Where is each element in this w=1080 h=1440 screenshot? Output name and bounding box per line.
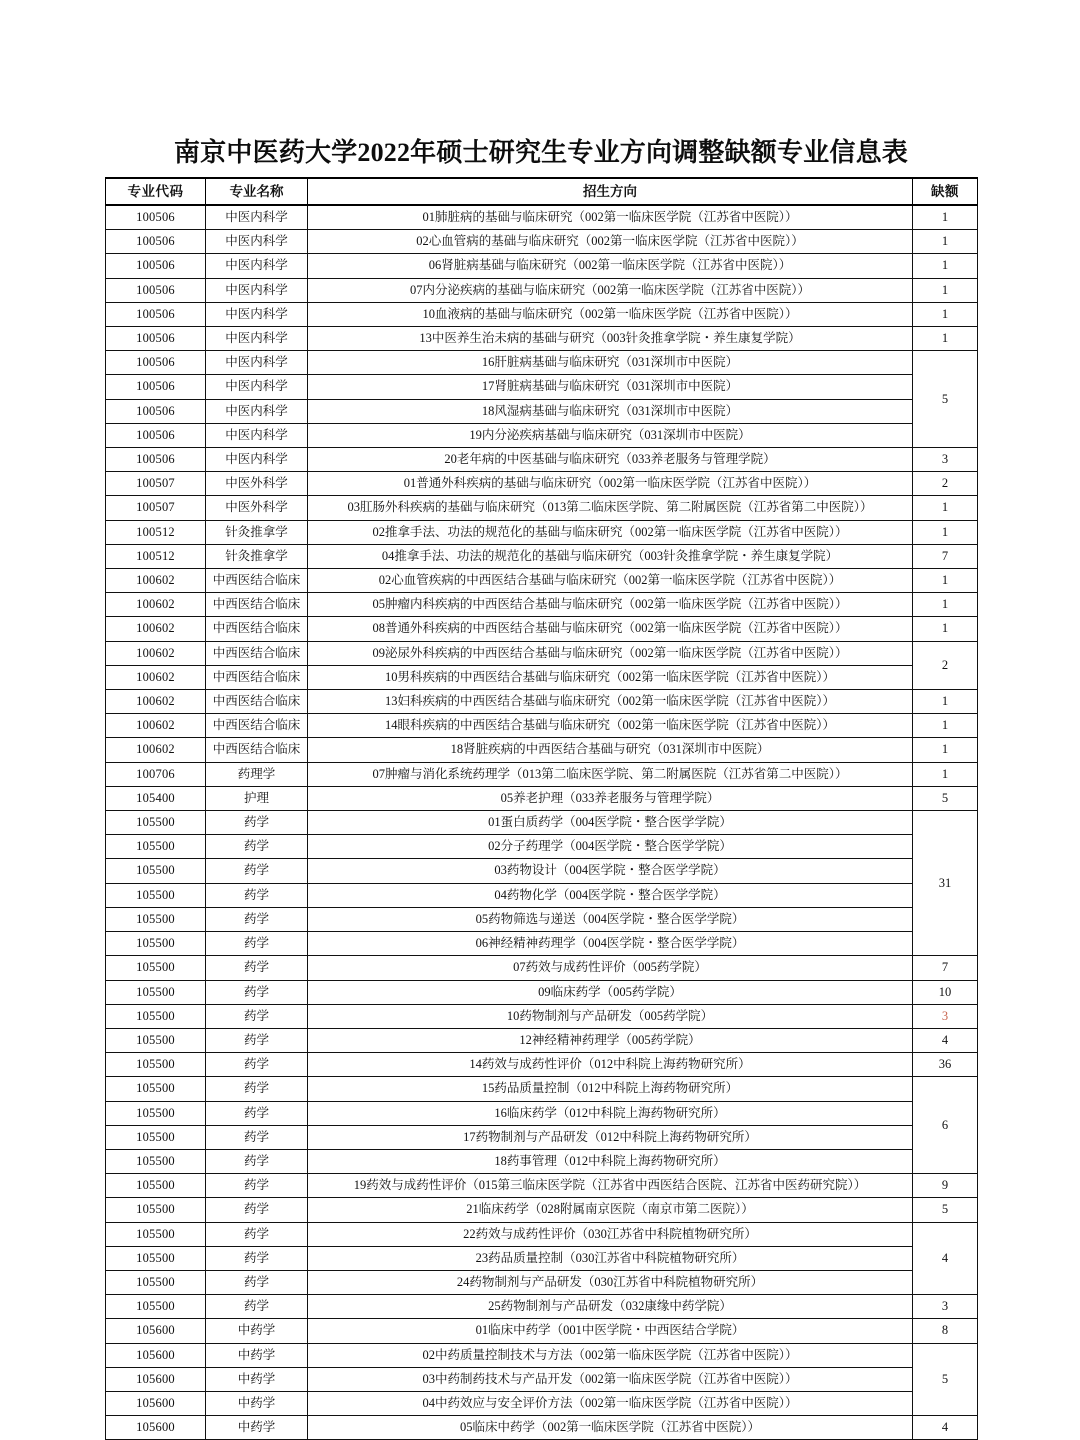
table-row [106,1295,978,1319]
cell-major-code: 100602 [106,738,206,762]
cell-major-code: 105500 [106,1295,206,1319]
cell-major-name: 中西医结合临床 [206,714,308,738]
table-row [106,1222,978,1246]
cell-major-name: 药学 [206,1295,308,1319]
cell-major-code: 100602 [106,617,206,641]
cell-quota: 3 [913,448,978,472]
cell-admission-direction: 05临床中药学（002第一临床医学院（江苏省中医院）） [308,1416,913,1440]
cell-quota: 1 [913,762,978,786]
cell-major-name: 药学 [206,1270,308,1294]
cell-major-code: 100602 [106,569,206,593]
cell-major-name: 中药学 [206,1391,308,1415]
cell-major-code: 105500 [106,835,206,859]
cell-major-code: 100602 [106,690,206,714]
table-row [106,375,978,399]
cell-quota: 1 [913,302,978,326]
table-row [106,496,978,520]
cell-admission-direction: 18药事管理（012中科院上海药物研究所） [308,1149,913,1173]
cell-admission-direction: 18风湿病基础与临床研究（031深圳市中医院） [308,399,913,423]
cell-major-code: 105500 [106,1149,206,1173]
cell-major-name: 中西医结合临床 [206,665,308,689]
cell-quota: 10 [913,980,978,1004]
cell-major-name: 药理学 [206,762,308,786]
cell-quota: 1 [913,278,978,302]
table-row [106,738,978,762]
cell-admission-direction: 09泌尿外科疾病的中西医结合基础与临床研究（002第一临床医学院（江苏省中医院）） [308,641,913,665]
cell-admission-direction: 05肿瘤内科疾病的中西医结合基础与临床研究（002第一临床医学院（江苏省中医院）） [308,593,913,617]
cell-admission-direction: 19药效与成药性评价（015第三临床医学院（江苏省中西医结合医院、江苏省中医药研究院）） [308,1174,913,1198]
table-row [106,617,978,641]
cell-major-code: 105600 [106,1367,206,1391]
cell-major-name: 中医外科学 [206,472,308,496]
cell-major-code: 100602 [106,714,206,738]
table-row [106,1343,978,1367]
table-row [106,714,978,738]
table-row [106,665,978,689]
cell-admission-direction: 07药效与成药性评价（005药学院） [308,956,913,980]
cell-quota: 1 [913,254,978,278]
table-row [106,786,978,810]
cell-major-name: 中医内科学 [206,254,308,278]
cell-major-code: 105500 [106,980,206,1004]
cell-major-code: 100506 [106,302,206,326]
cell-major-code: 105500 [106,1004,206,1028]
cell-major-name: 药学 [206,1077,308,1101]
cell-quota: 7 [913,956,978,980]
cell-major-name: 中医内科学 [206,423,308,447]
cell-major-code: 100506 [106,278,206,302]
table-row [106,1198,978,1222]
cell-major-name: 药学 [206,883,308,907]
cell-major-code: 100602 [106,665,206,689]
column-header-major-name: 专业名称 [206,178,308,205]
table-row [106,1319,978,1343]
cell-major-name: 药学 [206,811,308,835]
cell-major-name: 中医内科学 [206,205,308,230]
cell-major-name: 中药学 [206,1367,308,1391]
table-row [106,205,978,230]
cell-admission-direction: 04药物化学（004医学院・整合医学学院） [308,883,913,907]
table-row [106,1101,978,1125]
cell-admission-direction: 02心血管病的基础与临床研究（002第一临床医学院（江苏省中医院）） [308,230,913,254]
cell-major-code: 100602 [106,641,206,665]
table-row [106,1125,978,1149]
cell-major-code: 105500 [106,1198,206,1222]
cell-admission-direction: 01普通外科疾病的基础与临床研究（002第一临床医学院（江苏省中医院）） [308,472,913,496]
cell-admission-direction: 09临床药学（005药学院） [308,980,913,1004]
table-row [106,351,978,375]
table-row [106,1053,978,1077]
cell-major-code: 105500 [106,1028,206,1052]
cell-major-name: 中医外科学 [206,496,308,520]
table-row [106,230,978,254]
cell-major-code: 100506 [106,448,206,472]
cell-admission-direction: 02分子药理学（004医学院・整合医学学院） [308,835,913,859]
cell-admission-direction: 24药物制剂与产品研发（030江苏省中科院植物研究所） [308,1270,913,1294]
cell-quota: 3 [913,1295,978,1319]
cell-quota: 2 [913,472,978,496]
cell-major-name: 药学 [206,932,308,956]
cell-admission-direction: 17药物制剂与产品研发（012中科院上海药物研究所） [308,1125,913,1149]
table-row [106,472,978,496]
table-row [106,1246,978,1270]
cell-major-code: 100506 [106,327,206,351]
cell-major-name: 药学 [206,980,308,1004]
cell-quota: 1 [913,327,978,351]
cell-quota: 2 [913,641,978,689]
cell-admission-direction: 03药物设计（004医学院・整合医学学院） [308,859,913,883]
column-header-quota: 缺额 [913,178,978,205]
table-row [106,254,978,278]
table-row [106,593,978,617]
table-row [106,327,978,351]
table-row [106,569,978,593]
cell-quota: 9 [913,1174,978,1198]
cell-admission-direction: 10血液病的基础与临床研究（002第一临床医学院（江苏省中医院）） [308,302,913,326]
cell-major-code: 100506 [106,205,206,230]
cell-admission-direction: 25药物制剂与产品研发（032康缘中药学院） [308,1295,913,1319]
cell-major-name: 中医内科学 [206,278,308,302]
cell-major-code: 105400 [106,786,206,810]
table-row [106,520,978,544]
cell-major-code: 105500 [106,1174,206,1198]
cell-major-code: 105500 [106,1125,206,1149]
cell-admission-direction: 08普通外科疾病的中西医结合基础与临床研究（002第一临床医学院（江苏省中医院）） [308,617,913,641]
cell-major-code: 100506 [106,351,206,375]
table-body [106,205,978,1440]
cell-major-name: 药学 [206,1004,308,1028]
cell-admission-direction: 20老年病的中医基础与临床研究（033养老服务与管理学院） [308,448,913,472]
table-row [106,1149,978,1173]
cell-major-name: 中医内科学 [206,375,308,399]
cell-admission-direction: 22药效与成药性评价（030江苏省中科院植物研究所） [308,1222,913,1246]
table-row [106,1174,978,1198]
cell-admission-direction: 07肿瘤与消化系统药理学（013第二临床医学院、第二附属医院（江苏省第二中医院）） [308,762,913,786]
cell-quota: 36 [913,1053,978,1077]
cell-quota: 4 [913,1416,978,1440]
cell-major-name: 中医内科学 [206,327,308,351]
cell-admission-direction: 16肝脏病基础与临床研究（031深圳市中医院） [308,351,913,375]
cell-quota: 4 [913,1222,978,1295]
cell-major-name: 针灸推拿学 [206,544,308,568]
cell-admission-direction: 04推拿手法、功法的规范化的基础与临床研究（003针灸推拿学院・养生康复学院） [308,544,913,568]
header-row [106,178,978,205]
cell-major-name: 药学 [206,907,308,931]
cell-major-code: 105500 [106,1246,206,1270]
cell-major-code: 100512 [106,520,206,544]
cell-major-name: 护理 [206,786,308,810]
cell-quota: 5 [913,786,978,810]
table-row [106,1004,978,1028]
cell-quota: 5 [913,1198,978,1222]
cell-admission-direction: 07内分泌疾病的基础与临床研究（002第一临床医学院（江苏省中医院）） [308,278,913,302]
cell-major-code: 105600 [106,1343,206,1367]
cell-quota: 4 [913,1028,978,1052]
table-row [106,399,978,423]
page-title: 南京中医药大学2022年硕士研究生专业方向调整缺额专业信息表 [173,138,908,167]
cell-admission-direction: 02推拿手法、功法的规范化的基础与临床研究（002第一临床医学院（江苏省中医院）） [308,520,913,544]
cell-major-code: 100506 [106,254,206,278]
cell-major-code: 105500 [106,1077,206,1101]
cell-major-name: 中医内科学 [206,351,308,375]
cell-admission-direction: 21临床药学（028附属南京医院（南京市第二医院）） [308,1198,913,1222]
cell-major-name: 药学 [206,1101,308,1125]
cell-major-code: 100507 [106,496,206,520]
cell-admission-direction: 14药效与成药性评价（012中科院上海药物研究所） [308,1053,913,1077]
cell-major-name: 中西医结合临床 [206,569,308,593]
cell-quota: 31 [913,811,978,956]
cell-admission-direction: 15药品质量控制（012中科院上海药物研究所） [308,1077,913,1101]
cell-major-name: 中医内科学 [206,448,308,472]
cell-major-name: 药学 [206,1222,308,1246]
cell-admission-direction: 17肾脏病基础与临床研究（031深圳市中医院） [308,375,913,399]
cell-admission-direction: 13中医养生治未病的基础与研究（003针灸推拿学院・养生康复学院） [308,327,913,351]
table-row [106,762,978,786]
table-row [106,811,978,835]
table-row [106,278,978,302]
cell-quota: 3 [913,1004,978,1028]
table-row [106,1416,978,1440]
cell-major-code: 100506 [106,423,206,447]
cell-admission-direction: 02心血管疾病的中西医结合基础与临床研究（002第一临床医学院（江苏省中医院）） [308,569,913,593]
table-row [106,932,978,956]
table-row [106,302,978,326]
table-row [106,1270,978,1294]
cell-major-name: 中西医结合临床 [206,738,308,762]
cell-major-name: 中西医结合临床 [206,617,308,641]
cell-quota: 1 [913,690,978,714]
table-row [106,835,978,859]
column-header-major-code: 专业代码 [106,178,206,205]
cell-major-name: 药学 [206,1028,308,1052]
cell-quota: 1 [913,230,978,254]
cell-major-name: 中医内科学 [206,302,308,326]
cell-major-code: 100506 [106,399,206,423]
cell-quota: 1 [913,714,978,738]
admission-quota-table [105,177,978,1440]
cell-major-code: 105500 [106,811,206,835]
cell-major-name: 中药学 [206,1343,308,1367]
cell-major-code: 105600 [106,1416,206,1440]
cell-admission-direction: 10男科疾病的中西医结合基础与临床研究（002第一临床医学院（江苏省中医院）） [308,665,913,689]
cell-major-name: 药学 [206,1053,308,1077]
cell-quota: 1 [913,617,978,641]
cell-quota: 1 [913,569,978,593]
table-row [106,883,978,907]
cell-major-name: 中西医结合临床 [206,593,308,617]
table-row [106,980,978,1004]
cell-admission-direction: 04中药效应与安全评价方法（002第一临床医学院（江苏省中医院）） [308,1391,913,1415]
cell-admission-direction: 01蛋白质药学（004医学院・整合医学学院） [308,811,913,835]
cell-major-name: 药学 [206,1125,308,1149]
cell-quota: 8 [913,1319,978,1343]
cell-major-code: 105500 [106,883,206,907]
cell-major-name: 中医内科学 [206,399,308,423]
cell-major-name: 药学 [206,1198,308,1222]
cell-quota: 1 [913,593,978,617]
table-row [106,448,978,472]
cell-admission-direction: 16临床药学（012中科院上海药物研究所） [308,1101,913,1125]
cell-quota: 6 [913,1077,978,1174]
cell-admission-direction: 19内分泌疾病基础与临床研究（031深圳市中医院） [308,423,913,447]
cell-admission-direction: 01肺脏病的基础与临床研究（002第一临床医学院（江苏省中医院）） [308,205,913,230]
cell-major-code: 100512 [106,544,206,568]
column-header-admission-direction: 招生方向 [308,178,913,205]
cell-admission-direction: 18肾脏疾病的中西医结合基础与研究（031深圳市中医院） [308,738,913,762]
table-row [106,641,978,665]
cell-admission-direction: 03肛肠外科疾病的基础与临床研究（013第二临床医学院、第二附属医院（江苏省第二中医院）） [308,496,913,520]
table-row [106,1367,978,1391]
cell-major-name: 药学 [206,859,308,883]
cell-major-name: 药学 [206,835,308,859]
cell-admission-direction: 06神经精神药理学（004医学院・整合医学学院） [308,932,913,956]
cell-quota: 5 [913,351,978,448]
cell-major-name: 中医内科学 [206,230,308,254]
cell-major-name: 中西医结合临床 [206,690,308,714]
table-row [106,1028,978,1052]
cell-admission-direction: 05养老护理（033养老服务与管理学院） [308,786,913,810]
cell-major-name: 药学 [206,1174,308,1198]
cell-admission-direction: 05药物筛选与递送（004医学院・整合医学学院） [308,907,913,931]
cell-quota: 1 [913,496,978,520]
table-row [106,907,978,931]
cell-major-code: 105500 [106,1270,206,1294]
cell-major-code: 105600 [106,1319,206,1343]
cell-admission-direction: 14眼科疾病的中西医结合基础与临床研究（002第一临床医学院（江苏省中医院）） [308,714,913,738]
cell-major-code: 105500 [106,956,206,980]
cell-admission-direction: 10药物制剂与产品研发（005药学院） [308,1004,913,1028]
cell-major-name: 药学 [206,956,308,980]
cell-major-code: 105500 [106,859,206,883]
table-row [106,1077,978,1101]
cell-admission-direction: 12神经精神药理学（005药学院） [308,1028,913,1052]
cell-major-code: 105500 [106,1053,206,1077]
cell-major-code: 105500 [106,1101,206,1125]
cell-admission-direction: 02中药质量控制技术与方法（002第一临床医学院（江苏省中医院）） [308,1343,913,1367]
cell-major-code: 100506 [106,230,206,254]
cell-quota: 1 [913,520,978,544]
cell-major-code: 105500 [106,1222,206,1246]
table-row [106,690,978,714]
cell-major-name: 药学 [206,1149,308,1173]
cell-admission-direction: 06肾脏病基础与临床研究（002第一临床医学院（江苏省中医院）） [308,254,913,278]
table-row [106,1391,978,1415]
cell-quota: 5 [913,1343,978,1416]
cell-major-code: 100506 [106,375,206,399]
cell-major-code: 100706 [106,762,206,786]
cell-major-name: 中药学 [206,1416,308,1440]
table-row [106,423,978,447]
cell-admission-direction: 13妇科疾病的中西医结合基础与临床研究（002第一临床医学院（江苏省中医院）） [308,690,913,714]
cell-quota: 1 [913,205,978,230]
cell-admission-direction: 23药品质量控制（030江苏省中科院植物研究所） [308,1246,913,1270]
cell-quota: 1 [913,738,978,762]
cell-major-name: 药学 [206,1246,308,1270]
table-header [106,178,978,205]
cell-major-code: 100507 [106,472,206,496]
cell-quota: 7 [913,544,978,568]
cell-admission-direction: 01临床中药学（001中医学院・中西医结合学院） [308,1319,913,1343]
table-row [106,956,978,980]
cell-major-code: 100602 [106,593,206,617]
cell-major-name: 针灸推拿学 [206,520,308,544]
cell-major-name: 中药学 [206,1319,308,1343]
cell-major-code: 105600 [106,1391,206,1415]
table-row [106,544,978,568]
table-row [106,859,978,883]
cell-admission-direction: 03中药制药技术与产品开发（002第一临床医学院（江苏省中医院）） [308,1367,913,1391]
cell-major-name: 中西医结合临床 [206,641,308,665]
cell-major-code: 105500 [106,932,206,956]
cell-major-code: 105500 [106,907,206,931]
